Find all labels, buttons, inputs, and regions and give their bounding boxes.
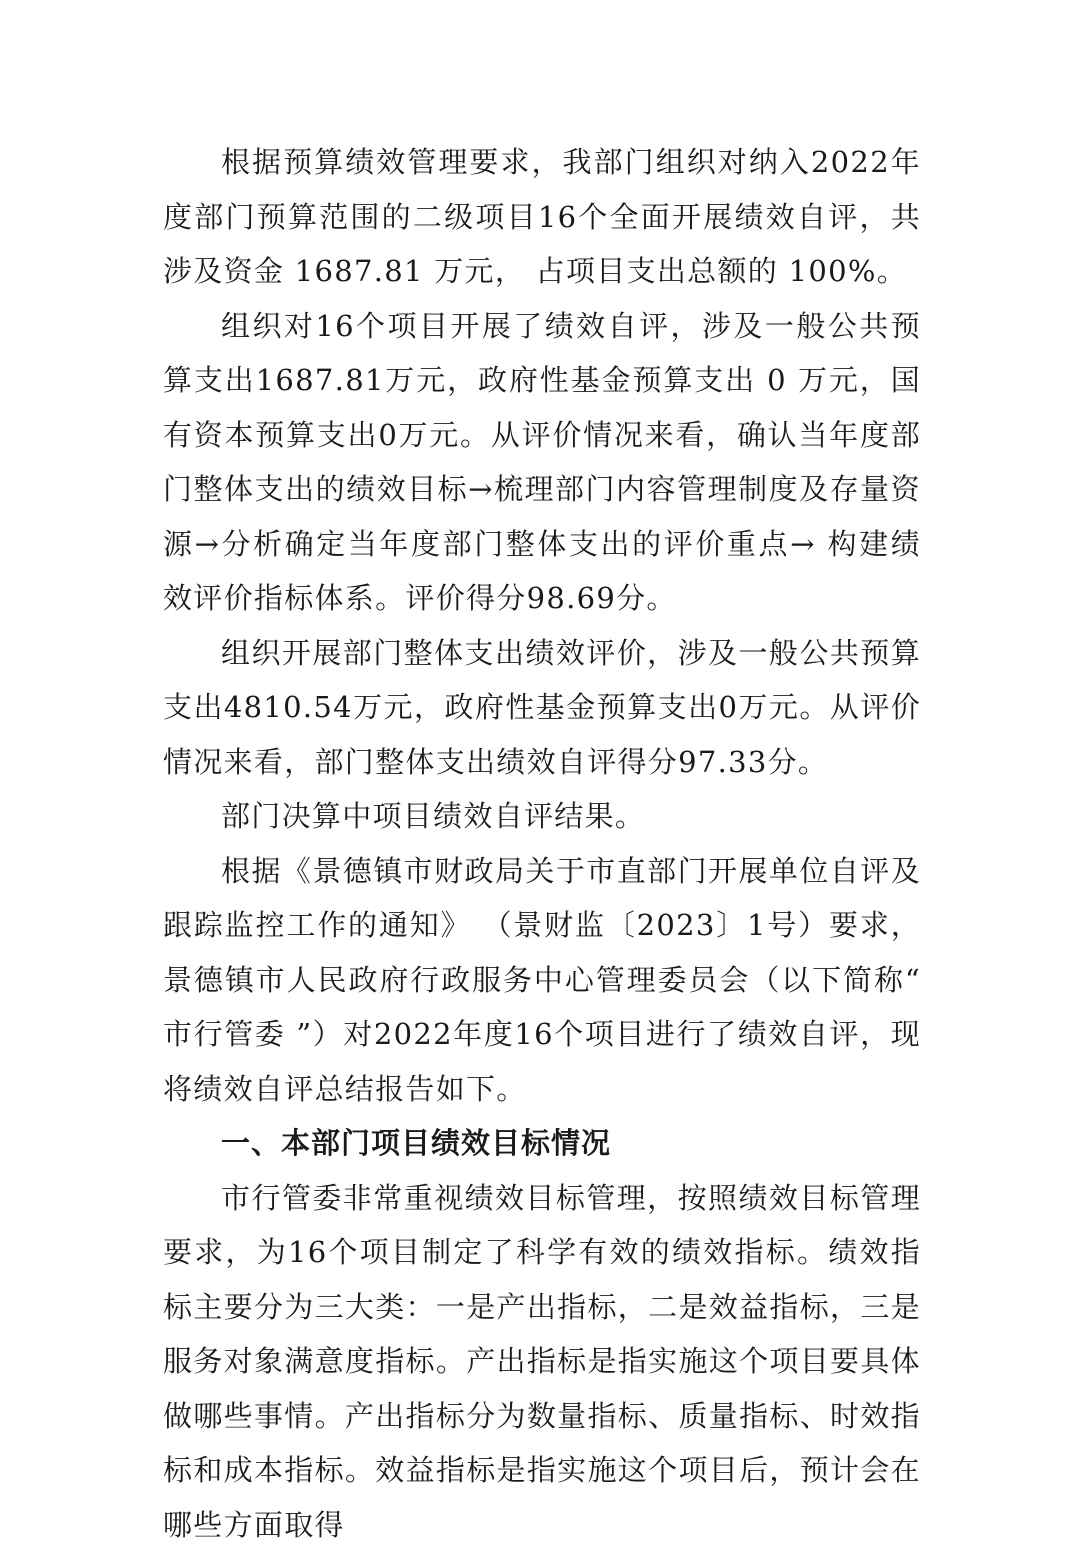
paragraph-self-evaluation-scope: 根据预算绩效管理要求，我部门组织对纳入2022年度部门预算范围的二级项目16个全面开展绩效自评，共涉及资金 1687.81 万元， 占项目支出总额的 100%。	[163, 135, 921, 299]
document-body	[163, 135, 921, 1552]
paragraph-overall-evaluation: 组织开展部门整体支出绩效评价，涉及一般公共预算支出4810.54万元，政府性基金预算支出0万元。从评价情况来看，部门整体支出绩效自评得分97.33分。	[163, 626, 921, 790]
paragraph-project-evaluation: 组织对16个项目开展了绩效自评，涉及一般公共预算支出1687.81万元，政府性基金预算支出 0 万元，国有资本预算支出0万元。从评价情况来看，确认当年度部门整体支出的绩效目标→梳理部门内容管理制度及存量资源→分析确定当年度部门整体支出的评价重点→ 构建绩效评价指标体系。评价得分98.69分。	[163, 299, 921, 626]
paragraph-performance-targets: 市行管委非常重视绩效目标管理，按照绩效目标管理要求，为16个项目制定了科学有效的绩效指标。绩效指标主要分为三大类：一是产出指标，二是效益指标，三是服务对象满意度指标。产出指标是指实施这个项目要具体做哪些事情。产出指标分为数量指标、质量指标、时效指标和成本指标。效益指标是指实施这个项目后，预计会在哪些方面取得	[163, 1171, 921, 1552]
paragraph-notice-reference: 根据《景德镇市财政局关于市直部门开展单位自评及跟踪监控工作的通知》 （景财监〔2023〕1号）要求，景德镇市人民政府行政服务中心管理委员会（以下简称“ 市行管委 ”）对2022年度16个项目进行了绩效自评，现将绩效自评总结报告如下。	[163, 844, 921, 1117]
paragraph-results-intro: 部门决算中项目绩效自评结果。	[163, 789, 921, 844]
section-heading: 一、本部门项目绩效目标情况	[163, 1116, 921, 1171]
